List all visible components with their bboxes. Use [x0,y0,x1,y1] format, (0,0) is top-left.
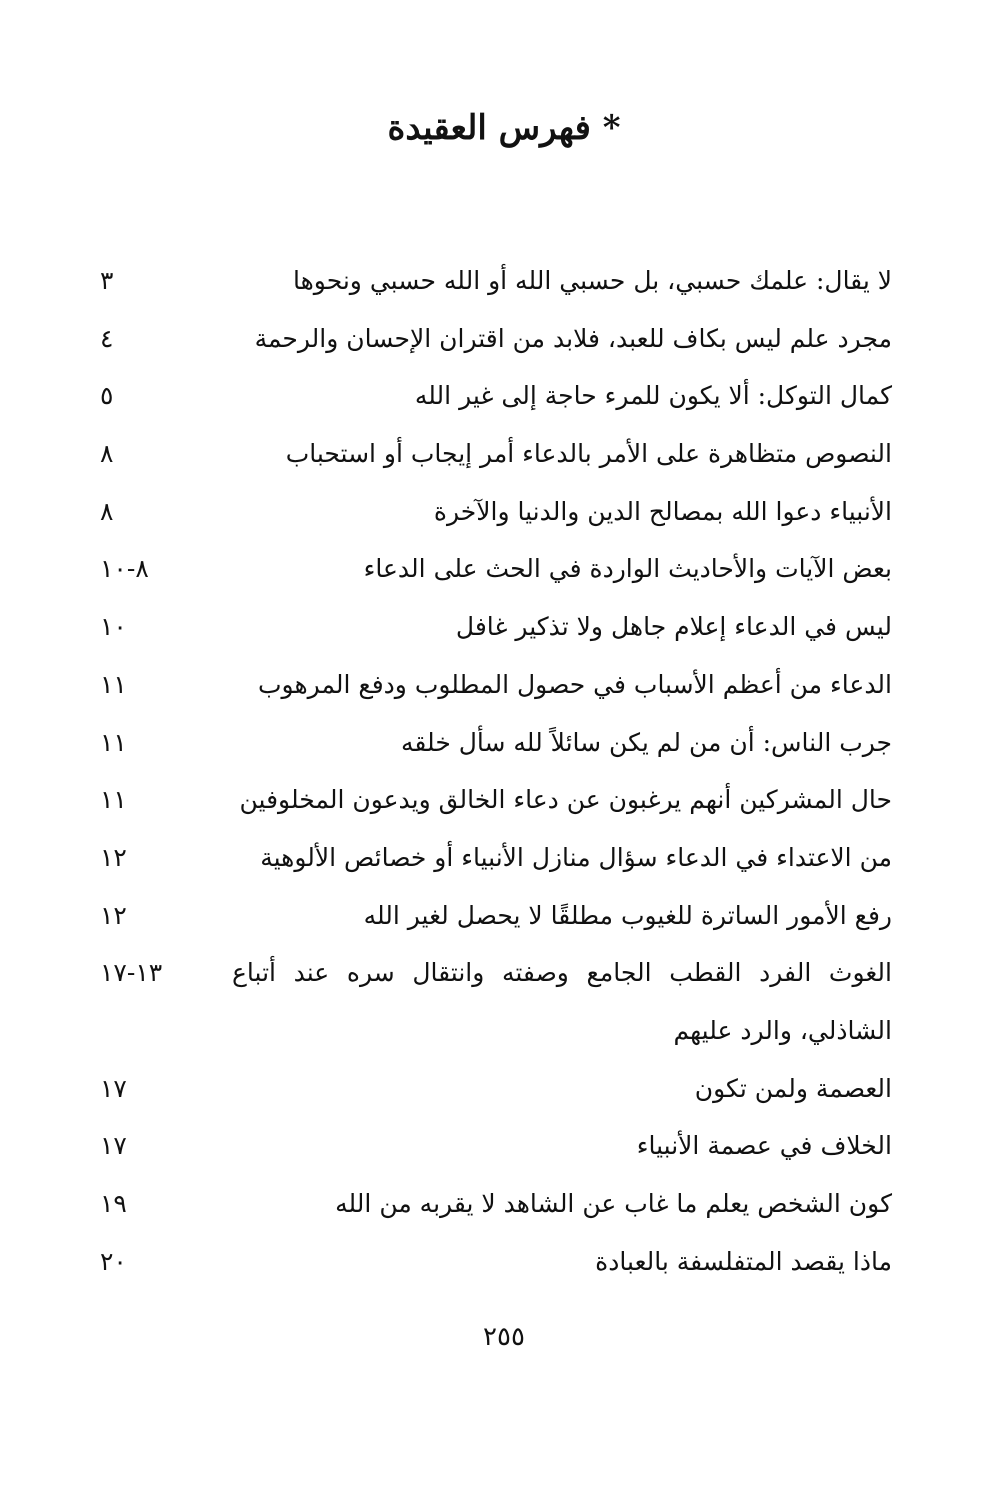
entry-title: الخلاف في عصمة الأنبياء [636,1131,892,1161]
index-entry [100,771,892,829]
entry-page-number: ٥ [100,381,114,411]
index-entry [100,829,892,887]
entry-page-number: ٤ [100,323,114,353]
index-entry [100,425,892,483]
entry-page-number: ١٧ [100,1131,127,1161]
entry-title: مجرد علم ليس بكاف للعبد، فلابد من اقتران الإحسان والرحمة [254,323,892,353]
index-entry-continuation [100,1002,892,1060]
index-entry [100,598,892,656]
index-entry [100,944,892,1002]
entry-page-number: ١٢ [100,900,127,930]
entry-page-number: ٨-١٠ [100,554,149,584]
index-entry [100,887,892,945]
index-entry [100,1175,892,1233]
entry-title: جرب الناس: أن من لم يكن سائلاً لله سأل خلقه [401,727,892,757]
page-number: ٢٥٥ [483,1322,525,1352]
index-entry [100,714,892,772]
entry-page-number: ٣ [100,266,114,295]
entry-title: الشاذلي، والرد عليهم [673,1015,892,1045]
entry-title: الغوث الفرد القطب الجامع وصفته وانتقال سره عند أتباع [232,958,892,988]
entry-page-number: ٨ [100,439,114,469]
entry-page-number: ٨ [100,496,114,526]
entry-page-number: ١٢ [100,842,127,872]
entry-title: النصوص متظاهرة على الأمر بالدعاء أمر إيجاب أو استحباب [285,439,892,469]
entry-title: لا يقال: علمك حسبي، بل حسبي الله أو الله حسبي ونحوها [292,266,892,295]
index-entry [100,367,892,425]
entry-page-number: ٢٠ [100,1246,127,1276]
index-list [100,252,892,1290]
entry-title: من الاعتداء في الدعاء سؤال منازل الأنبياء أو خصائص الألوهية [260,842,892,872]
entry-title: ماذا يقصد المتفلسفة بالعبادة [595,1246,892,1276]
entry-page-number: ١٩ [100,1189,127,1218]
entry-title: كمال التوكل: ألا يكون للمرء حاجة إلى غير الله [414,381,892,411]
page-title: * فهرس العقيدة [387,108,621,148]
index-entry [100,1117,892,1175]
entry-page-number: ١٧ [100,1073,127,1103]
entry-title: حال المشركين أنهم يرغبون عن دعاء الخالق ويدعون المخلوفين [239,785,892,815]
index-entry [100,310,892,368]
entry-page-number: ١٣-١٧ [100,958,163,988]
entry-page-number: ١١ [100,669,127,699]
index-entry [100,1060,892,1118]
entry-title: العصمة ولمن تكون [694,1073,892,1103]
entry-page-number: ١٠ [100,612,127,642]
index-entry [100,252,892,310]
entry-title: بعض الآيات والأحاديث الواردة في الحث على الدعاء [363,554,892,584]
entry-page-number [100,1002,210,1060]
index-entry [100,656,892,714]
index-entry [100,483,892,541]
entry-title: الدعاء من أعظم الأسباب في حصول المطلوب ودفع المرهوب [258,669,892,699]
entry-page-number: ١١ [100,785,127,815]
entry-title: رفع الأمور الساترة للغيوب مطلقًا لا يحصل لغير الله [363,900,892,930]
entry-title: الأنبياء دعوا الله بمصالح الدين والدنيا والآخرة [433,496,892,526]
entry-page-number: ١١ [100,727,127,757]
entry-title: كون الشخص يعلم ما غاب عن الشاهد لا يقربه من الله [335,1189,892,1218]
index-entry [100,540,892,598]
index-entry [100,1233,892,1291]
entry-title: ليس في الدعاء إعلام جاهل ولا تذكير غافل [455,612,892,642]
